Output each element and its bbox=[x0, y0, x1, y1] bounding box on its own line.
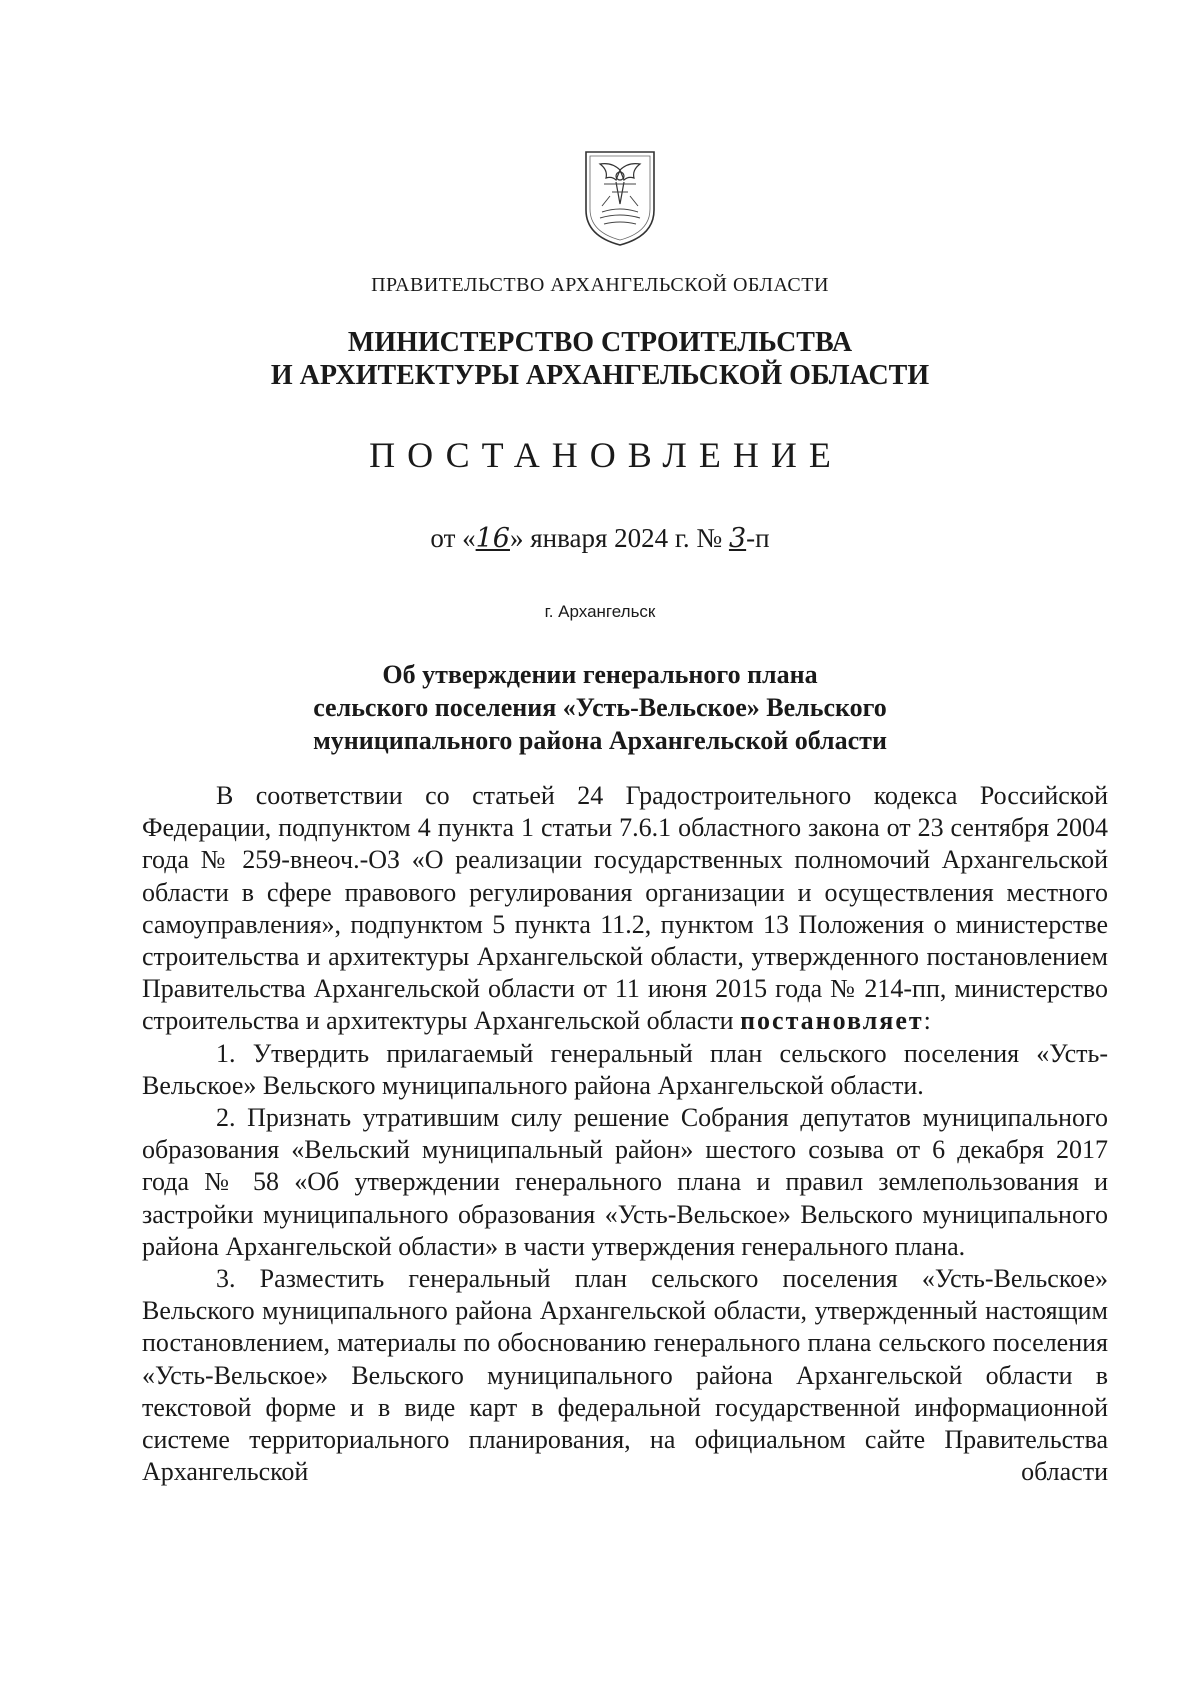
city: г. Архангельск bbox=[544, 602, 656, 621]
preamble-colon: : bbox=[923, 1006, 931, 1036]
document-number: 3 bbox=[728, 523, 747, 554]
subject-line-2: сельского поселения «Усть-Вельское» Вельского bbox=[313, 693, 887, 722]
date-day: 16 bbox=[475, 523, 510, 554]
coat-of-arms-icon bbox=[582, 148, 658, 248]
resolves-word: постановляет bbox=[740, 1006, 924, 1036]
government-title: ПРАВИТЕЛЬСТВО АРХАНГЕЛЬСКОЙ ОБЛАСТИ bbox=[371, 274, 829, 296]
document-subject bbox=[0, 658, 1200, 757]
date-suffix: -п bbox=[746, 523, 770, 553]
item-3-paragraph: 3. Разместить генеральный план сельского поселения «Усть-Вельское» Вельского муниципального района Архангельской области, утвержденный настоящим постановлением, материалы по обоснованию генерального плана сельского поселения «Усть-Вельское» Вельского муниципального района Архангельской области в текстовой форме и в виде карт в федеральной государственной информационной системе территориального планирования, на официальном сайте Правительства Архангельской области bbox=[142, 1264, 1108, 1487]
ministry-title bbox=[0, 326, 1200, 392]
preamble-text: В соответствии со статьей 24 Градостроительного кодекса Российской Федерации, подпунктом 4 пункта 1 статьи 7.6.1 областного закона от 23 сентября 2004 года № 259-внеоч.-ОЗ «О реализации государственных полномочий Архангельской области в сфере правового регулирования организации и осуществления местного самоуправления», подпунктом 5 пункта 11.2, пунктом 13 Положения о министерстве строительства и архитектуры Архангельской области, утвержденного постановлением Правительства Архангельской области от 11 июня 2015 года № 214-пп, министерство строительства и архитектуры Архангельской области bbox=[142, 781, 1108, 1036]
subject-line-1: Об утверждении генерального плана bbox=[382, 660, 818, 689]
date-prefix: от « bbox=[430, 523, 476, 553]
document-body bbox=[142, 780, 1108, 1488]
date-line bbox=[0, 523, 1200, 554]
item-1-paragraph: 1. Утвердить прилагаемый генеральный план сельского поселения «Усть-Вельское» Вельского муниципального района Архангельской области. bbox=[142, 1038, 1108, 1100]
ministry-title-line-2: И АРХИТЕКТУРЫ АРХАНГЕЛЬСКОЙ ОБЛАСТИ bbox=[270, 360, 930, 391]
date-middle: » января 2024 г. № bbox=[509, 523, 729, 553]
item-2-paragraph: 2. Признать утратившим силу решение Собрания депутатов муниципального образования «Вельский муниципальный район» шестого созыва от 6 декабря 2017 года № 58 «Об утверждении генерального плана и правил землепользования и застройки муниципального образования «Усть-Вельское» Вельского муниципального района Архангельской области» в части утверждения генерального плана. bbox=[142, 1103, 1108, 1261]
preamble-paragraph bbox=[142, 780, 1108, 1038]
subject-line-3: муниципального района Архангельской области bbox=[313, 726, 887, 755]
document-type: ПОСТАНОВЛЕНИЕ bbox=[369, 435, 843, 475]
ministry-title-line-1: МИНИСТЕРСТВО СТРОИТЕЛЬСТВА bbox=[347, 327, 853, 358]
